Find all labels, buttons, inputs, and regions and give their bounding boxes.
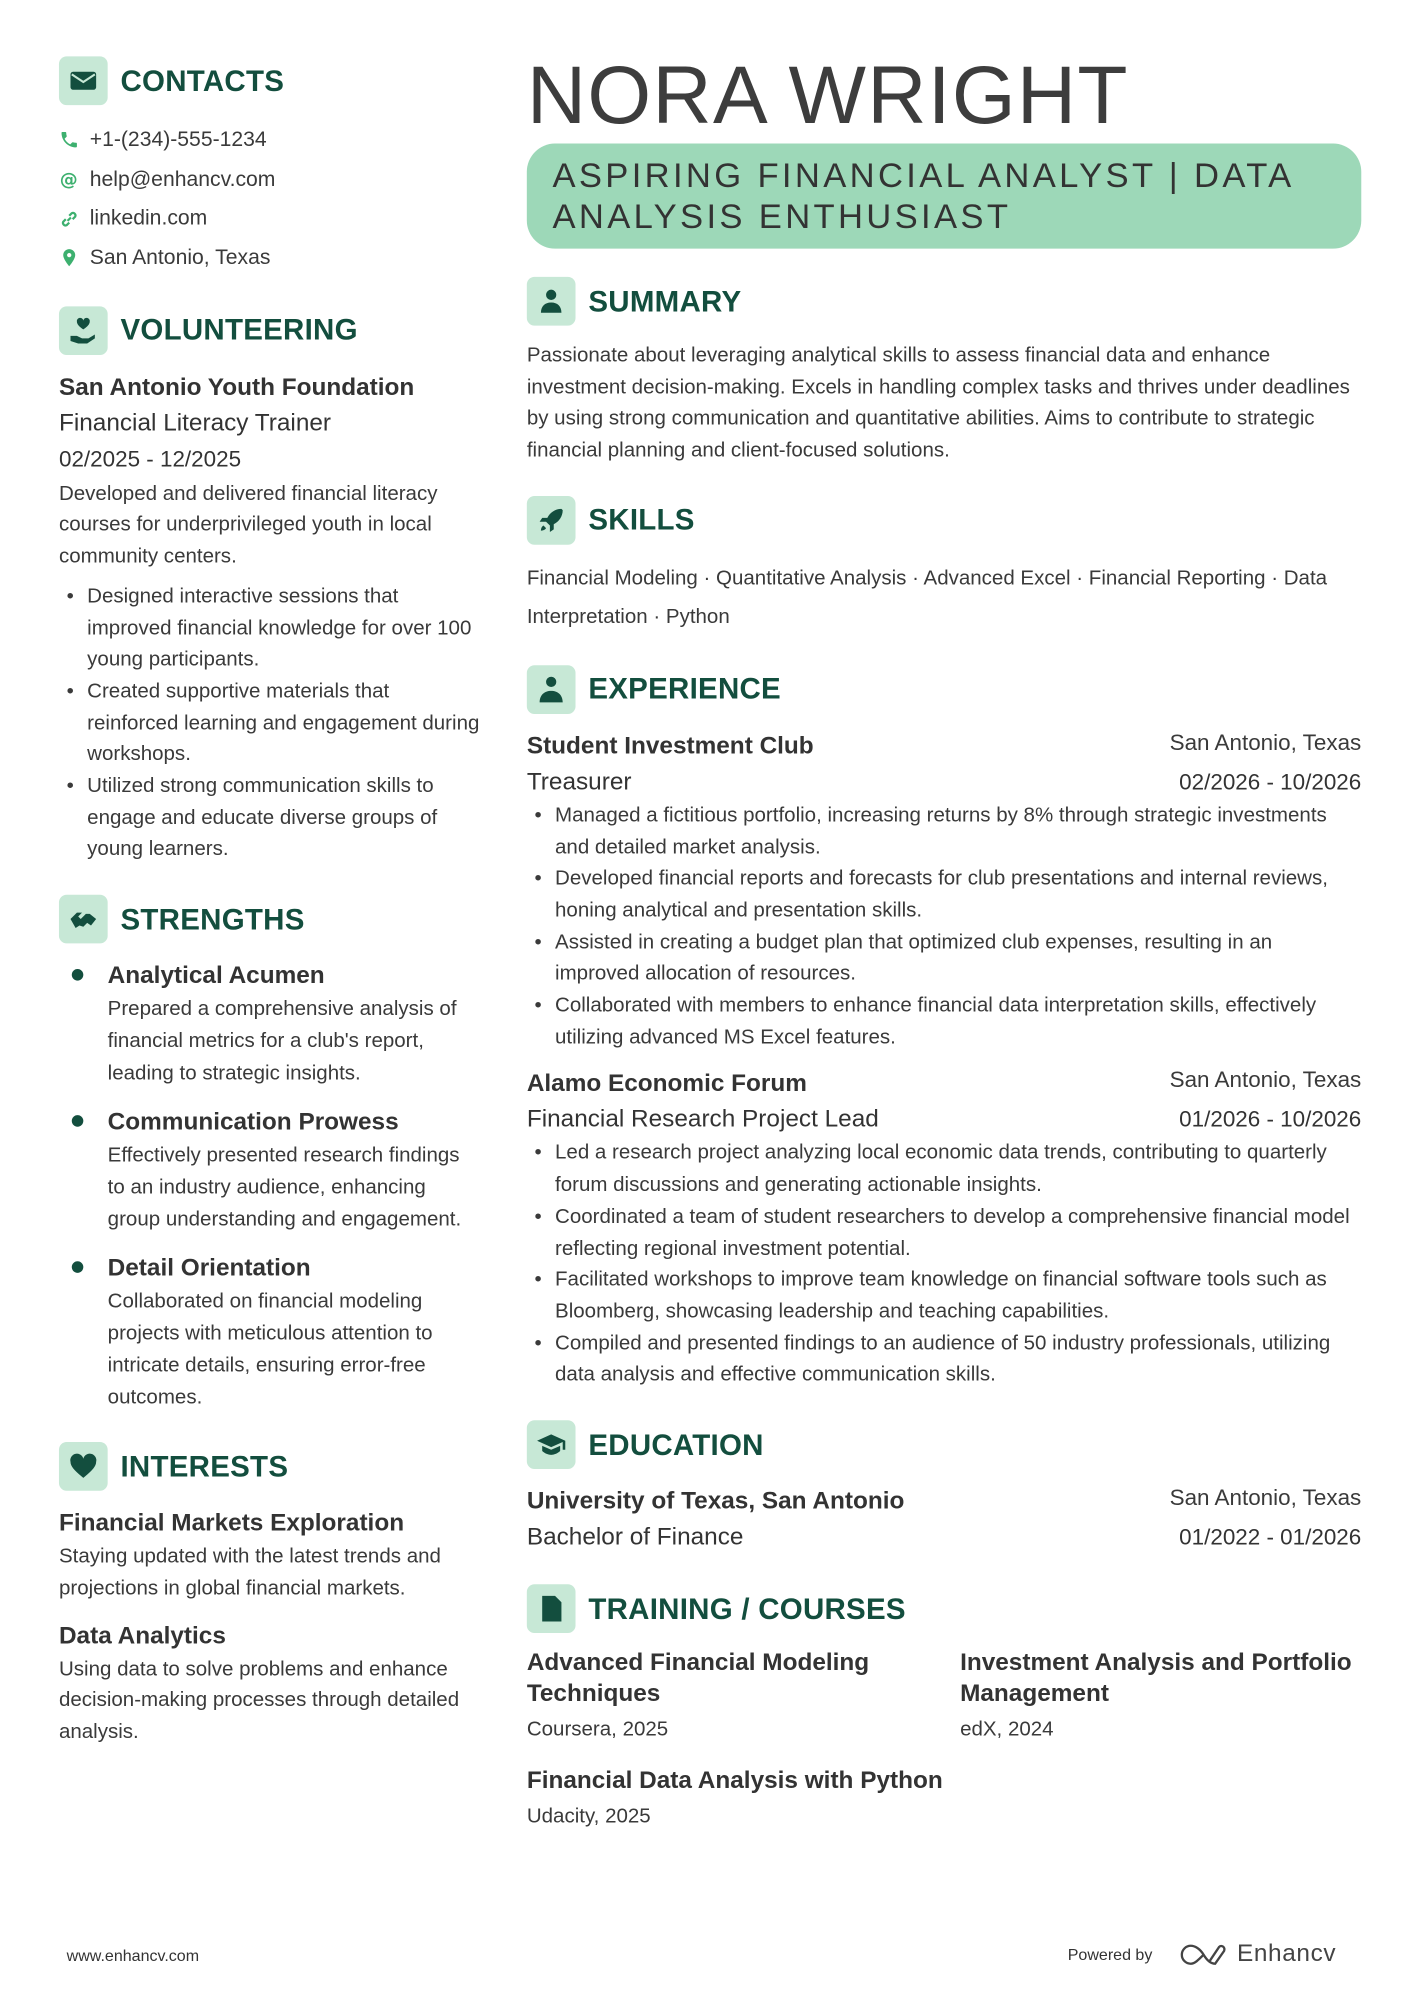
handshake-icon <box>59 895 108 944</box>
document-icon <box>527 1584 576 1633</box>
skills-list: Financial Modeling · Quantitative Analysis · Advanced Excel · Financial Reporting · Data Interpretation · Python <box>526 567 1328 628</box>
bullet: • Created supportive materials that reinforced learning and engagement during workshops. <box>59 677 482 772</box>
graduation-cap-icon <box>527 1420 576 1469</box>
summary-section <box>527 277 1361 468</box>
contact-email <box>59 160 482 199</box>
bullet: • Developed financial reports and forecasts for club presentations and internal reviews, honing analytical and presentation skills. <box>527 864 1361 927</box>
bullet: • Facilitated workshops to improve team knowledge on financial software tools such as Bloomberg, showcasing leadership and teaching capabilities. <box>527 1265 1361 1328</box>
enhancv-logo-icon <box>1181 1942 1230 1968</box>
interests-section <box>59 1442 482 1749</box>
description: Developed and delivered financial literacy courses for underprivileged youth in local community centers. <box>58 482 438 569</box>
bullet-list <box>59 582 482 867</box>
strength-desc: Prepared a comprehensive analysis of financial metrics for a club's report, leading to strategic insights. <box>107 998 457 1084</box>
summary-text: Passionate about leveraging analytical skills to assess financial data and enhance investment decision-making. Excels in handling complex tasks and thrives under deadlines by using strong communication and quantitative abilities. Aims to contribute to strategic financial planning and client-focused solutions. <box>526 344 1350 462</box>
footer-website-link[interactable]: www.enhancv.com <box>66 1947 200 1965</box>
bullet-dot <box>72 1116 84 1128</box>
section-title: EDUCATION <box>588 1427 764 1461</box>
role: Financial Research Project Lead <box>526 1106 879 1134</box>
strength-desc: Collaborated on financial modeling projects with meticulous attention to intricate details, ensuring error-free outcomes. <box>107 1291 433 1409</box>
bullet: • Led a research project analyzing local economic data trends, contributing to quarterly forum discussions and generating actionable insights. <box>527 1139 1361 1202</box>
contact-phone <box>59 120 482 159</box>
location: San Antonio, Texas <box>1169 1484 1362 1511</box>
bullet: • Assisted in creating a budget plan that optimized club expenses, resulting in an improved allocation of resources. <box>527 928 1361 991</box>
role: Treasurer <box>526 768 632 796</box>
school-name: University of Texas, San Antonio <box>526 1488 905 1516</box>
linkedin-link[interactable]: linkedin.com <box>89 206 208 230</box>
org-name: Alamo Economic Forum <box>526 1070 807 1098</box>
section-title: EXPERIENCE <box>588 672 781 706</box>
powered-by-text: Powered by <box>1067 1945 1153 1964</box>
date-range: 02/2026 - 10/2026 <box>1179 768 1362 795</box>
section-title: SUMMARY <box>588 283 742 318</box>
rocket-icon <box>527 496 576 545</box>
strengths-section <box>59 895 482 1414</box>
bullet-list <box>527 1139 1361 1392</box>
strength-title: Analytical Acumen <box>107 962 325 990</box>
person-icon <box>527 277 576 326</box>
link-icon <box>59 209 80 230</box>
date-range: 02/2025 - 12/2025 <box>58 445 242 472</box>
course-source: Udacity, 2025 <box>526 1806 651 1828</box>
phone-icon <box>59 130 80 151</box>
bullet-dot <box>72 969 84 981</box>
location: San Antonio, Texas <box>1169 1067 1362 1093</box>
strength-desc: Effectively presented research findings to an industry audience, enhancing group understanding and engagement. <box>107 1145 462 1231</box>
svg-text:@: @ <box>59 169 78 190</box>
bullet-dot <box>72 1262 84 1274</box>
course-title: Investment Analysis and Portfolio Management <box>960 1649 1352 1708</box>
contact-link <box>59 199 482 238</box>
phone-text[interactable]: +1-(234)-555-1234 <box>89 127 267 152</box>
bullet: • Collaborated with members to enhance financial data interpretation skills, effectively utilizing advanced MS Excel features. <box>527 991 1361 1054</box>
course-item <box>527 1766 960 1835</box>
bullet-list <box>527 801 1361 1054</box>
section-title: SKILLS <box>588 502 695 537</box>
section-title: INTERESTS <box>120 1449 289 1483</box>
training-section <box>527 1584 1361 1835</box>
bullet: • Coordinated a team of student researchers to develop a comprehensive financial model reflecting regional investment potential. <box>527 1202 1361 1265</box>
course-source: edX, 2024 <box>960 1718 1054 1741</box>
strength-title: Communication Prowess <box>107 1109 399 1137</box>
left-column <box>59 56 482 1777</box>
section-title: STRENGTHS <box>120 901 305 936</box>
role: Financial Literacy Trainer <box>58 409 332 437</box>
strength-item <box>59 1105 482 1236</box>
course-title: Advanced Financial Modeling Techniques <box>526 1649 870 1708</box>
section-title: VOLUNTEERING <box>120 313 358 347</box>
section-title: CONTACTS <box>120 63 285 97</box>
experience-section <box>527 665 1361 1392</box>
strength-item <box>59 959 482 1090</box>
course-source: Coursera, 2025 <box>526 1718 669 1741</box>
envelope-icon <box>59 56 108 105</box>
volunteering-section <box>59 306 482 867</box>
location-text: San Antonio, Texas <box>89 245 271 270</box>
interest-desc: Using data to solve problems and enhance decision-making processes through detailed analysis. <box>58 1658 460 1744</box>
heart-icon <box>59 1442 108 1491</box>
section-title: TRAINING / COURSES <box>588 1591 906 1625</box>
experience-item <box>527 729 1361 1054</box>
contact-location <box>59 238 482 277</box>
bullet: • Compiled and presented findings to an audience of 50 industry professionals, utilizing data analysis and effective communication skills. <box>527 1329 1361 1392</box>
experience-item <box>527 1067 1361 1392</box>
email-link[interactable]: help@enhancv.com <box>89 167 276 191</box>
location: San Antonio, Texas <box>1169 729 1362 755</box>
hand-heart-icon <box>59 306 108 355</box>
interest-title: Data Analytics <box>58 1622 226 1650</box>
bullet: • Utilized strong communication skills to engage and educate diverse groups of young learners. <box>59 772 482 867</box>
interest-desc: Staying updated with the latest trends and projections in global financial markets. <box>58 1546 441 1600</box>
org-name: San Antonio Youth Foundation <box>58 373 415 401</box>
skills-section <box>527 496 1361 637</box>
strength-title: Detail Orientation <box>107 1255 311 1283</box>
interest-title: Financial Markets Exploration <box>58 1510 405 1538</box>
strength-item <box>59 1252 482 1415</box>
footer-branding <box>1068 1941 1336 1969</box>
briefcase-person-icon <box>527 665 576 714</box>
education-section <box>527 1420 1361 1556</box>
candidate-title: ASPIRING FINANCIAL ANALYST | DATA ANALYSIS ENTHUSIAST <box>527 144 1361 249</box>
date-range: 01/2022 - 01/2026 <box>1179 1524 1362 1550</box>
course-item <box>960 1648 1361 1748</box>
brand-name[interactable]: Enhancv <box>1236 1940 1337 1968</box>
location-pin-icon <box>59 248 80 269</box>
date-range: 01/2026 - 10/2026 <box>1179 1106 1362 1133</box>
right-column <box>526 48 1362 1863</box>
bullet: • Designed interactive sessions that improved financial knowledge for over 100 young participants. <box>59 582 482 677</box>
course-item <box>527 1648 960 1748</box>
bullet: • Managed a fictitious portfolio, increasing returns by 8% through strategic investments and detailed market analysis. <box>527 801 1361 864</box>
at-icon <box>59 169 80 190</box>
candidate-name: NORA WRIGHT <box>526 48 1129 141</box>
course-title: Financial Data Analysis with Python <box>526 1767 943 1795</box>
org-name: Student Investment Club <box>526 732 814 760</box>
contacts-section <box>59 56 482 277</box>
degree: Bachelor of Finance <box>526 1524 744 1552</box>
